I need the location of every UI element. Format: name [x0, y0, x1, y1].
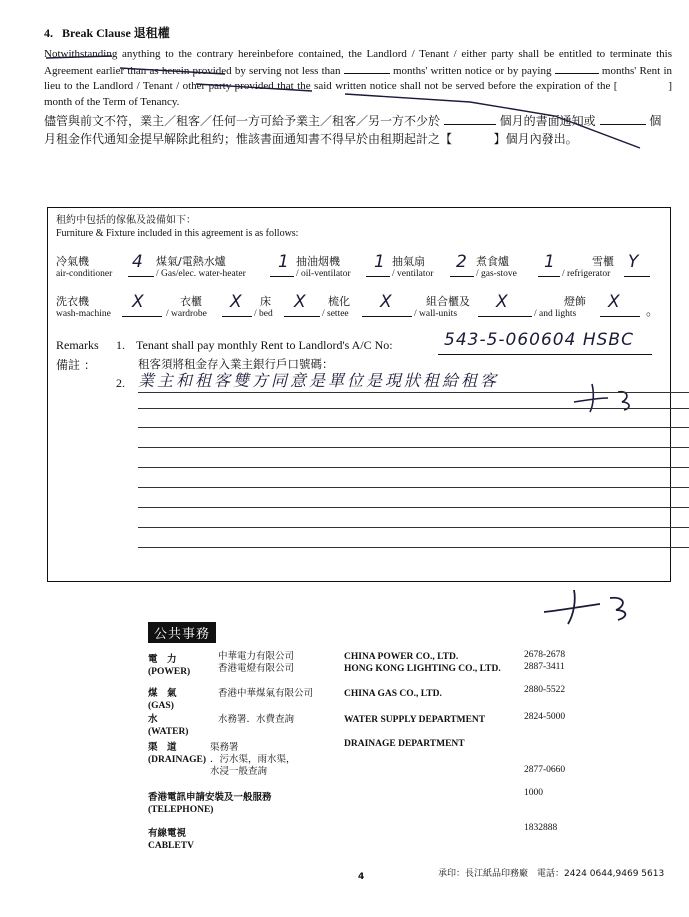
item-zh: 燈飾 — [564, 295, 586, 308]
utility-company-zh: 渠務署 ．污水渠，雨水渠， 水浸一般查詢 — [210, 742, 296, 777]
remark-2-handwritten: 業主和租客雙方同意是單位是現狀租給租客 — [138, 371, 500, 390]
printer-credit: 承印：長江紙品印務廠 電話：2424 0644,9469 5613 — [438, 869, 665, 879]
item-en: wash-machine — [56, 309, 111, 319]
furniture-heading-zh: 租約中包括的傢俬及設備如下： — [56, 215, 196, 226]
item-water-heater — [156, 256, 246, 280]
item-wall-units — [414, 296, 470, 320]
utility-label-en: (DRAINAGE) — [148, 755, 207, 765]
value-lights: X — [608, 292, 620, 312]
remarks-label-en: Remarks — [56, 338, 99, 352]
item-lights — [534, 296, 586, 320]
item-en: / wardrobe — [166, 309, 207, 319]
value-gas-stove: 1 — [544, 252, 555, 272]
item-zh: 組合櫃及 — [426, 295, 470, 308]
remark-line — [138, 547, 689, 548]
remark-1-text: Tenant shall pay monthly Rent to Landlord's A/C No: — [136, 338, 393, 352]
utility-company-zh: 水務署．水費查詢 — [218, 714, 295, 725]
utility-phone: 2880-5522 — [524, 685, 566, 695]
page-number: 4 — [358, 872, 365, 882]
utility-label-en: CABLETV — [148, 841, 194, 851]
item-gas-stove — [476, 256, 517, 280]
remark-line — [138, 408, 689, 409]
utility-label-en: (WATER) — [148, 727, 189, 737]
utility-label-zh: 渠 道 — [148, 742, 177, 753]
item-zh: 洗衣機 — [56, 295, 89, 308]
value-ventilator: 2 — [456, 252, 467, 272]
remark-line — [138, 392, 689, 393]
initials-mark-1 — [568, 376, 648, 416]
utility-label-en: (POWER) — [148, 667, 191, 677]
remark-line — [138, 527, 689, 528]
initials-mark-2 — [540, 584, 650, 628]
value-wardrobe: X — [230, 292, 242, 312]
item-zh: 雪櫃 — [592, 255, 614, 268]
utility-company-zh: 香港中華煤氣有限公司 — [218, 688, 314, 699]
section-title-zh: 退租權 — [133, 26, 170, 40]
utility-label-zh: 有線電視 — [148, 828, 187, 839]
item-zh: 梳化 — [328, 295, 350, 308]
utility-label-zh: 香港電訊申請安裝及一般服務 — [148, 792, 272, 803]
item-refrigerator — [562, 256, 614, 280]
furniture-remarks-box — [47, 207, 671, 582]
utility-phone: 2678-2678 2887-3411 — [524, 650, 566, 672]
remark-line — [138, 507, 689, 508]
item-oil-ventilator — [296, 256, 351, 280]
item-zh: 抽油烟機 — [296, 255, 340, 268]
item-en: / Gas/elec. water-heater — [156, 269, 246, 279]
item-en: / refrigerator — [562, 269, 611, 279]
utility-label-en: (GAS) — [148, 701, 174, 711]
utility-label-zh: 水 — [148, 714, 158, 725]
item-en: / oil-ventilator — [296, 269, 351, 279]
item-wardrobe — [166, 296, 207, 320]
utility-label-en: (TELEPHONE) — [148, 805, 214, 815]
section-number: 4. — [44, 26, 53, 40]
item-settee — [322, 296, 350, 320]
utility-company-en: WATER SUPPLY DEPARTMENT — [344, 715, 486, 725]
item-zh: 衣櫃 — [180, 295, 202, 308]
public-utilities-title: 公共事務 — [148, 622, 216, 643]
clause-en-part1: Notwithstanding anything to the contrary hereinbefore contained, the Landlord / Tenant / either party shall be entitled to terminate this Agreement earlier than as herein provided by serving not less than — [44, 48, 672, 77]
value-air-conditioner: 4 — [132, 252, 143, 272]
furniture-heading — [56, 214, 298, 240]
value-wall-units: X — [496, 292, 508, 312]
value-oil-ventilator: 1 — [374, 252, 385, 272]
item-en: / ventilator — [392, 269, 434, 279]
utility-phone: 1000 — [524, 788, 543, 798]
clause-en-part4: ] month of the Term of Tenancy. — [44, 80, 673, 108]
clause-zh-part4: 】個月內發出。 — [493, 132, 578, 146]
utility-label-zh: 電 力 — [148, 654, 177, 665]
item-zh: 抽氣扇 — [392, 255, 425, 268]
clause-zh-part2: 個月的書面通知或 — [499, 114, 596, 128]
value-settee: X — [380, 292, 392, 312]
utility-phone: 2877-0660 — [524, 765, 566, 775]
remark-line — [138, 427, 689, 428]
remark-1-text-zh: 租客須將租金存入業主銀行戶口號碼： — [138, 357, 334, 371]
remark-line — [138, 467, 689, 468]
item-en: / and lights — [534, 309, 577, 319]
section-title-en: Break Clause — [62, 26, 131, 40]
utility-phone: 1832888 — [524, 823, 558, 833]
remark-1-number: 1. — [116, 338, 125, 352]
item-bed — [254, 296, 273, 320]
value-refrigerator: Y — [628, 252, 639, 272]
clause-en-part2: months' written notice or by paying — [392, 64, 552, 77]
furniture-heading-en: Furniture & Fixture included in this agreement is as follows: — [56, 228, 299, 239]
remark-line — [138, 487, 689, 488]
account-number: 543-5-060604 HSBC — [444, 330, 634, 350]
item-zh: 煤氣/電熱水爐 — [156, 255, 226, 268]
item-en: / gas-stove — [476, 269, 517, 279]
utility-label-zh: 煤 氣 — [148, 688, 177, 699]
item-ventilator — [392, 256, 433, 280]
utility-phone: 2824-5000 — [524, 712, 566, 722]
remark-line — [138, 447, 689, 448]
item-en: air-conditioner — [56, 269, 113, 279]
item-en: / wall-units — [414, 309, 458, 319]
item-zh: 床 — [260, 295, 271, 308]
utility-company-zh: 中華電力有限公司 香港電燈有限公司 — [218, 651, 295, 674]
item-en: / settee — [322, 309, 349, 319]
clause-strike-lines — [0, 0, 689, 200]
item-air-conditioner — [56, 256, 112, 280]
utility-company-en: CHINA GAS CO., LTD. — [344, 689, 442, 699]
utility-company-en: CHINA POWER CO., LTD. HONG KONG LIGHTING CO., LTD. — [344, 652, 501, 674]
value-bed: X — [294, 292, 306, 312]
value-water-heater: 1 — [278, 252, 289, 272]
item-zh: 煮食爐 — [476, 255, 509, 268]
clause-en-part3: months' Rent in lieu to the Landlord / Tenant / other party provided that the said written notice shall not be served before the expiration of the [ — [44, 64, 673, 92]
clause-zh-part1: 儘管與前文不符，業主／租客／任何一方可給予業主／租客／另一方不少於 — [44, 114, 441, 128]
item-en: / bed — [254, 309, 273, 319]
remark-2-number: 2. — [116, 376, 125, 390]
furniture-end-mark: 。 — [646, 304, 660, 319]
item-zh: 冷氣機 — [56, 255, 89, 268]
utility-company-en: DRAINAGE DEPARTMENT — [344, 739, 465, 749]
value-wash-machine: X — [132, 292, 144, 312]
remarks-label-zh: 備註 ： — [56, 358, 96, 372]
clause-zh-part3: 個月租金作代通知金提早解除此租約；惟該書面通知書不得早於由租期起計之【 — [44, 114, 662, 146]
item-wash-machine — [56, 296, 111, 320]
